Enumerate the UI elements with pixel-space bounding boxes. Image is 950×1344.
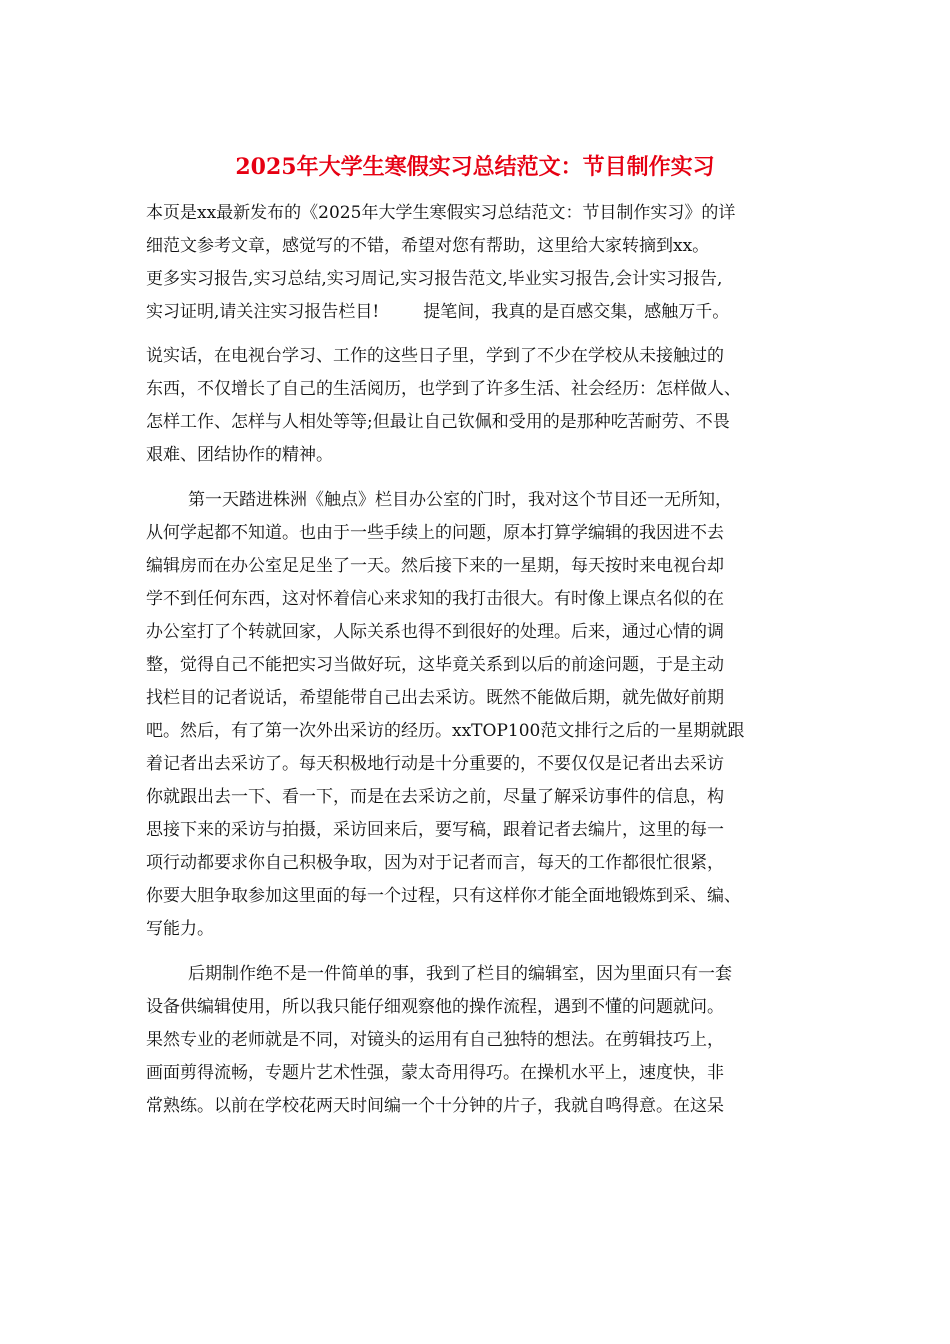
paragraph-line: 艰难、团结协作的精神。 [146, 445, 333, 465]
paragraph-segment: 实习证明,请关注实习报告栏目! [146, 302, 380, 322]
paragraph-line: 常熟练。以前在学校花两天时间编一个十分钟的片子，我就自鸣得意。在这呆 [146, 1096, 724, 1116]
paragraph-line: 画面剪得流畅，专题片艺术性强，蒙太奇用得巧。在操机水平上，速度快，非 [146, 1063, 724, 1083]
paragraph-line: 东西，不仅增长了自己的生活阅历，也学到了许多生活、社会经历：怎样做人、 [146, 379, 741, 399]
paragraph-line: 第一天踏进株洲《触点》栏目办公室的门时，我对这个节目还一无所知， [188, 490, 732, 510]
paragraph-line-combined [146, 300, 729, 324]
paragraph-segment: 提笔间，我真的是百感交集，感触万千。 [423, 302, 730, 322]
paragraph-line: 说实话，在电视台学习、工作的这些日子里，学到了不少在学校从未接触过的 [146, 346, 724, 366]
paragraph-line: 果然专业的老师就是不同，对镜头的运用有自己独特的想法。在剪辑技巧上， [146, 1030, 724, 1050]
paragraph-line: 设备供编辑使用，所以我只能仔细观察他的操作流程，遇到不懂的问题就问。 [146, 997, 724, 1017]
paragraph-line: 写能力。 [146, 919, 214, 939]
paragraph-line: 本页是xx最新发布的《2025年大学生寒假实习总结范文：节目制作实习》的详 [146, 203, 736, 223]
paragraph-line: 思接下来的采访与拍摄，采访回来后，要写稿，跟着记者去编片，这里的每一 [146, 820, 724, 840]
paragraph-line: 你就跟出去一下、看一下，而是在去采访之前，尽量了解采访事件的信息，构 [146, 787, 724, 807]
paragraph-line: 后期制作绝不是一件简单的事，我到了栏目的编辑室，因为里面只有一套 [188, 964, 732, 984]
paragraph-line: 从何学起都不知道。也由于一些手续上的问题，原本打算学编辑的我因进不去 [146, 523, 724, 543]
paragraph-line: 找栏目的记者说话，希望能带自己出去采访。既然不能做后期，就先做好前期 [146, 688, 724, 708]
paragraph-line: 怎样工作、怎样与人相处等等;但最让自己钦佩和受用的是那种吃苦耐劳、不畏 [146, 412, 730, 432]
paragraph-line: 吧。然后，有了第一次外出采访的经历。xxTOP100范文排行之后的一星期就跟 [146, 721, 745, 741]
document-title: 2025年大学生寒假实习总结范文：节目制作实习 [235, 154, 715, 180]
paragraph-line: 整，觉得自己不能把实习当做好玩，这毕竟关系到以后的前途问题，于是主动 [146, 655, 724, 675]
paragraph-line: 着记者出去采访了。每天积极地行动是十分重要的，不要仅仅是记者出去采访 [146, 754, 724, 774]
paragraph-line: 更多实习报告,实习总结,实习周记,实习报告范文,毕业实习报告,会计实习报告, [146, 269, 723, 289]
paragraph-line: 项行动都要求你自己积极争取，因为对于记者而言，每天的工作都很忙很紧， [146, 853, 724, 873]
paragraph-line: 办公室打了个转就回家，人际关系也得不到很好的处理。后来，通过心情的调 [146, 622, 724, 642]
paragraph-line: 细范文参考文章，感觉写的不错，希望对您有帮助，这里给大家转摘到xx。 [146, 236, 710, 256]
paragraph-line: 学不到任何东西，这对怀着信心来求知的我打击很大。有时像上课点名似的在 [146, 589, 724, 609]
paragraph-line: 编辑房而在办公室足足坐了一天。然后接下来的一星期，每天按时来电视台却 [146, 556, 724, 576]
paragraph-line: 你要大胆争取参加这里面的每一个过程，只有这样你才能全面地锻炼到采、编、 [146, 886, 741, 906]
